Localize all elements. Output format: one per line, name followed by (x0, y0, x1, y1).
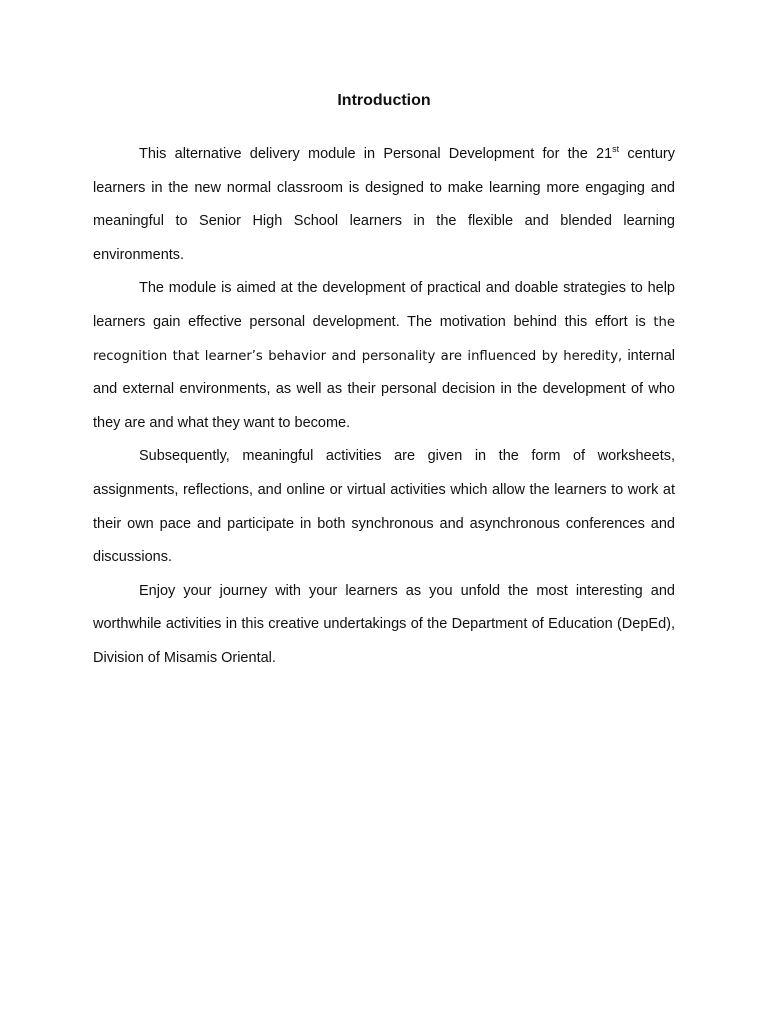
paragraph-4: Enjoy your journey with your learners as you unfold the most interesting and worthwhile activities in this creative undertakings of the Department of Education (DepEd), Division of Misamis Oriental. (93, 582, 675, 666)
paragraph-2-text: The module is aimed at the development of practical and doable strategies to help learners gain effective personal development. The motivation behind this effort is (93, 280, 675, 330)
paragraph-2-text-continued: internal and external environments, as well as their personal decision in the development of who they are and what they want to become. (93, 347, 675, 431)
paragraph-3: Subsequently, meaningful activities are given in the form of worksheets, assignments, reflections, and online or virtual activities which allow the learners to work at their own pace and participate in both synchronous and asynchronous conferences and discussions. (93, 448, 675, 566)
paragraph-1-text: This alternative delivery module in Personal Development for the 21 (139, 146, 613, 162)
page-title: Introduction (337, 92, 431, 109)
paragraph-1 (93, 138, 675, 272)
paragraph-2 (93, 272, 675, 440)
paragraph-1-text-continued: century learners in the new normal classroom is designed to make learning more engaging and meaningful to Senior High School learners in the flexible and blended learning environments. (93, 146, 675, 263)
ordinal-superscript: st (612, 144, 620, 155)
paragraph-2-recognition-text: the recognition that learner’s behavior and personality are influenced by heredity, (93, 314, 675, 364)
document-body (93, 138, 675, 676)
